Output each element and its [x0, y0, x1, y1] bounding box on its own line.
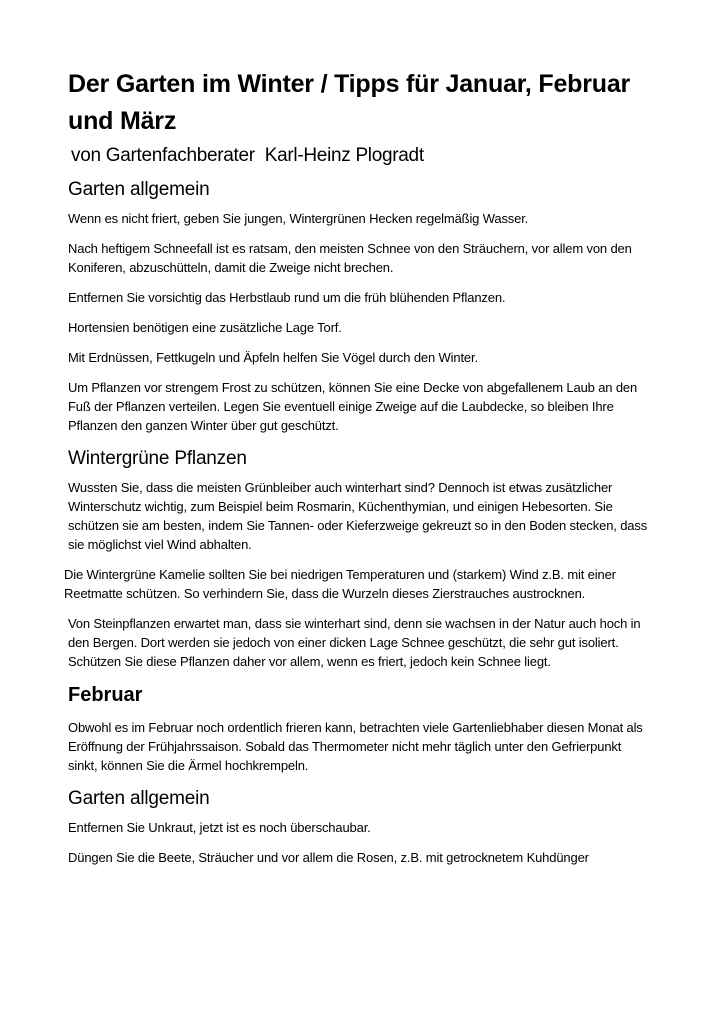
paragraph: Entfernen Sie Unkraut, jetzt ist es noch überschaubar.: [68, 820, 371, 835]
paragraph: Nach heftigem Schneefall ist es ratsam, den meisten Schnee von den Sträuchern, vor allem von den Koniferen, abzuschütteln, damit die Zweige nicht brechen.: [68, 241, 632, 275]
paragraph: Obwohl es im Februar noch ordentlich frieren kann, betrachten viele Gartenliebhaber diesen Monat als Eröffnung der Frühjahrssaison. Sobald das Thermometer nicht mehr täglich unter den Gefrierpunkt sinkt, können Sie die Ärmel hochkrempeln.: [68, 720, 643, 773]
month-heading-februar: Februar: [68, 684, 143, 706]
paragraph: Entfernen Sie vorsichtig das Herbstlaub rund um die früh blühenden Pflanzen.: [68, 290, 506, 305]
paragraph: Wenn es nicht friert, geben Sie jungen, Wintergrünen Hecken regelmäßig Wasser.: [68, 211, 529, 226]
paragraph: Die Wintergrüne Kamelie sollten Sie bei niedrigen Temperaturen und (starkem) Wind z.B. mit einer Reetmatte schützen. So verhindern Sie, dass die Wurzeln dieses Zierstrauches austrocknen.: [64, 567, 616, 601]
section-heading-garten-allgemein: Garten allgemein: [68, 788, 210, 809]
paragraph: Düngen Sie die Beete, Sträucher und vor allem die Rosen, z.B. mit getrocknetem Kuhdünger: [68, 850, 589, 865]
paragraph: Von Steinpflanzen erwartet man, dass sie winterhart sind, denn sie wachsen in der Natur auch hoch in den Bergen. Dort werden sie jedoch von einer dicken Lage Schnee geschützt, die sehr gut isoliert. Schützen Sie diese Pflanzen daher vor allem, wenn es friert, jedoch kein Schnee liegt.: [68, 616, 641, 669]
section-heading-garten-allgemein: Garten allgemein: [68, 179, 210, 200]
page-title: Der Garten im Winter / Tipps für Januar, Februar und März: [68, 70, 631, 135]
author-byline: von Gartenfachberater Karl-Heinz Plogradt: [71, 145, 424, 166]
paragraph: Um Pflanzen vor strengem Frost zu schützen, können Sie eine Decke von abgefallenem Laub an den Fuß der Pflanzen verteilen. Legen Sie eventuell einige Zweige auf die Laubdecke, so bleiben Ihre Pflanzen den ganzen Winter über gut geschützt.: [68, 380, 638, 433]
paragraph: Wussten Sie, dass die meisten Grünbleiber auch winterhart sind? Dennoch ist etwas zusätzlicher Winterschutz wichtig, zum Beispiel beim Rosmarin, Küchenthymian, und einigen Hebesorten. Sie schützen sie am besten, indem Sie Tannen- oder Kieferzweige gekreuzt so in den Boden stecken, dass sie möglichst viel Wind abhalten.: [68, 480, 648, 552]
paragraph: Hortensien benötigen eine zusätzliche Lage Torf.: [68, 320, 342, 335]
section-heading-wintergruene-pflanzen: Wintergrüne Pflanzen: [68, 448, 247, 469]
paragraph: Mit Erdnüssen, Fettkugeln und Äpfeln helfen Sie Vögel durch den Winter.: [68, 350, 478, 365]
document-page: [64, 66, 654, 878]
